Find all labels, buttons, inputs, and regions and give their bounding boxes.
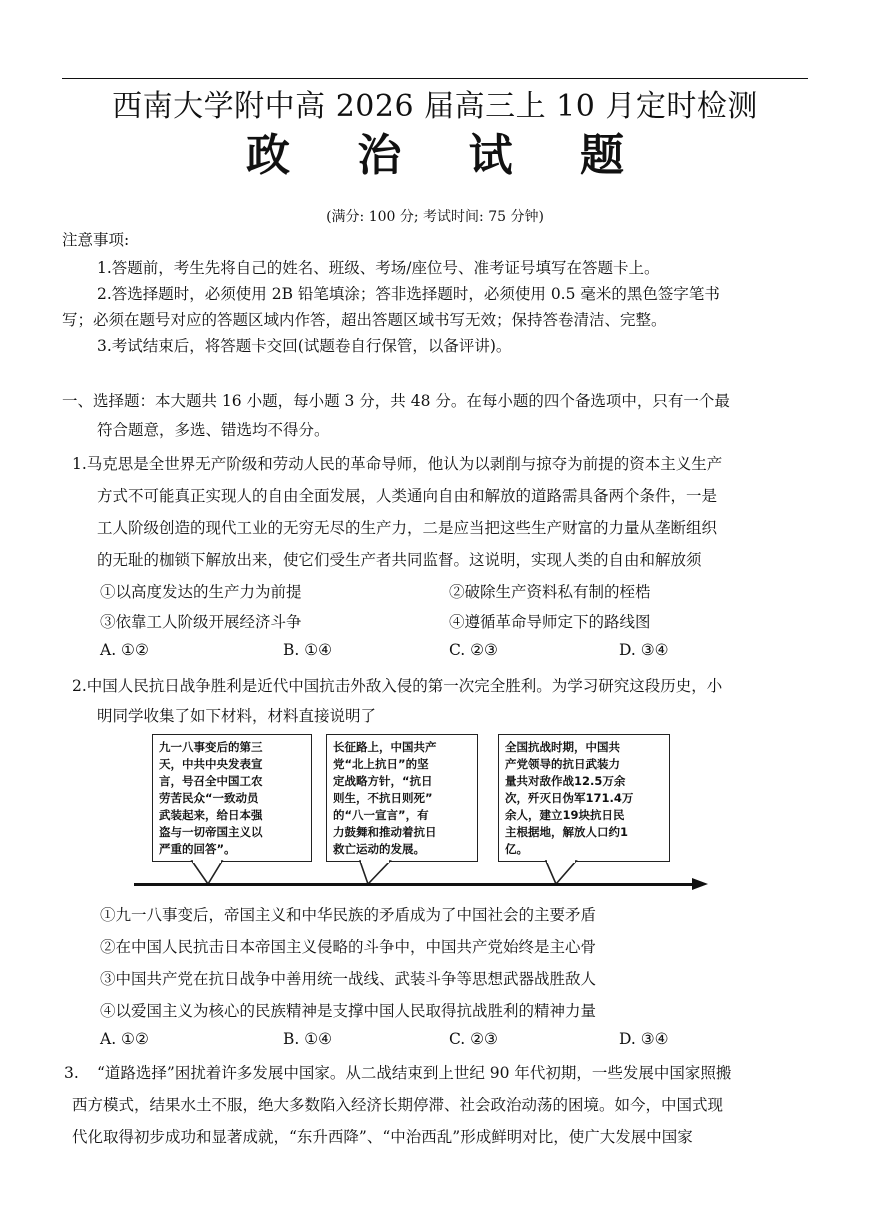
q1-option-3: ③依靠工人阶级开展经济斗争 [100, 613, 302, 631]
timeline-arrow-line [134, 883, 694, 886]
section-heading-cont: 符合题意，多选、错选均不得分。 [97, 421, 330, 439]
section-heading: 一、选择题：本大题共 16 小题，每小题 3 分，共 48 分。在每小题的四个备选项中，只有一个最 [62, 392, 730, 410]
q2-choice-b: B. ①④ [283, 1030, 333, 1048]
q1-option-4: ④遵循革命导师定下的路线图 [449, 613, 651, 631]
q2-timeline-figure [130, 730, 710, 890]
q1-stem-line: 的无耻的枷锁下解放出来，使它们受生产者共同监督。这说明，实现人类的自由和解放须 [97, 551, 702, 569]
q2-option-3: ③中国共产党在抗日战争中善用统一战线、武装斗争等思想武器战胜敌人 [100, 970, 597, 988]
exam-meta: (满分: 100 分; 考试时间: 75 分钟) [326, 209, 544, 225]
q1-stem-line: 方式不可能真正实现人的自由全面发展，人类通向自由和解放的道路需具备两个条件，一是 [97, 487, 718, 505]
q1-choice-a: A. ①② [100, 641, 149, 659]
subject-title: 政 治 试 题 [246, 130, 650, 181]
q1-option-2: ②破除生产资料私有制的桎梏 [449, 583, 651, 601]
q1-choice-b: B. ①④ [283, 641, 333, 659]
exam-title: 西南大学附中高 2026 届高三上 10 月定时检测 [112, 89, 758, 124]
q3-stem-line: 代化取得初步成功和显著成就，“东升西降”、“中治西乱”形成鲜明对比，使广大发展中国家 [72, 1128, 693, 1146]
q2-option-2: ②在中国人民抗击日本帝国主义侵略的斗争中，中国共产党始终是主心骨 [100, 938, 597, 956]
timeline-arrow-head [692, 878, 708, 890]
note-item-2-cont: 写；必须在题号对应的答题区域内作答，超出答题区域书写无效；保持答卷清洁、完整。 [62, 311, 667, 329]
note-item-3: 3.考试结束后，将答题卡交回(试题卷自行保管，以备评讲)。 [97, 337, 512, 355]
q2-stem-line: 2.中国人民抗日战争胜利是近代中国抗击外敌入侵的第一次完全胜利。为学习研究这段历史，小 [72, 677, 723, 695]
q1-stem-line: 1.马克思是全世界无产阶级和劳动人民的革命导师，他认为以剥削与掠夺为前提的资本主义生产 [72, 455, 723, 473]
q1-choice-d: D. ③④ [619, 641, 669, 659]
q2-choice-c: C. ②③ [449, 1030, 498, 1048]
q3-stem-line: “道路选择”困扰着许多发展中国家。从二战结束到上世纪 90 年代初期，一些发展中国家照搬 [97, 1064, 732, 1082]
q2-option-1: ①九一八事变后，帝国主义和中华民族的矛盾成为了中国社会的主要矛盾 [100, 906, 597, 924]
notes-title: 注意事项: [62, 231, 130, 249]
q3-number: 3. [64, 1064, 79, 1082]
timeline-bubble-3: 全国抗战时期，中国共 产党领导的抗日武装力 量共对敌作战12.5万余 次，歼灭日伪军171.4万 余人，建立19块抗日民 主根据地，解放人口约1 亿。 [498, 734, 670, 862]
q2-choice-d: D. ③④ [619, 1030, 669, 1048]
timeline-bubble-2: 长征路上，中国共产 党“北上抗日”的坚 定战略方针，“抗日 则生，不抗日则死” 的“八一宣言”，有 力鼓舞和推动着抗日 救亡运动的发展。 [326, 734, 478, 862]
top-rule [62, 78, 808, 79]
q1-stem-line: 工人阶级创造的现代工业的无穷无尽的生产力，二是应当把这些生产财富的力量从垄断组织 [97, 519, 718, 537]
q1-option-1: ①以高度发达的生产力为前提 [100, 583, 302, 601]
timeline-bubble-1: 九一八事变后的第三 天，中共中央发表宣 言，号召全中国工农 劳苦民众“一致动员 武装起来，给日本强 盗与一切帝国主义以 严重的回答”。 [152, 734, 312, 862]
q1-choice-c: C. ②③ [449, 641, 498, 659]
note-item-2: 2.答选择题时，必须使用 2B 铅笔填涂；答非选择题时，必须使用 0.5 毫米的黑色签字笔书 [97, 285, 720, 303]
note-item-1: 1.答题前，考生先将自己的姓名、班级、考场/座位号、准考证号填写在答题卡上。 [97, 259, 660, 277]
q3-stem-line: 西方模式，结果水土不服，绝大多数陷入经济长期停滞、社会政治动荡的困境。如今，中国式现 [72, 1096, 724, 1114]
q2-option-4: ④以爱国主义为核心的民族精神是支撑中国人民取得抗战胜利的精神力量 [100, 1002, 597, 1020]
q2-choice-a: A. ①② [100, 1030, 149, 1048]
q2-stem-line-2: 明同学收集了如下材料，材料直接说明了 [97, 707, 377, 725]
